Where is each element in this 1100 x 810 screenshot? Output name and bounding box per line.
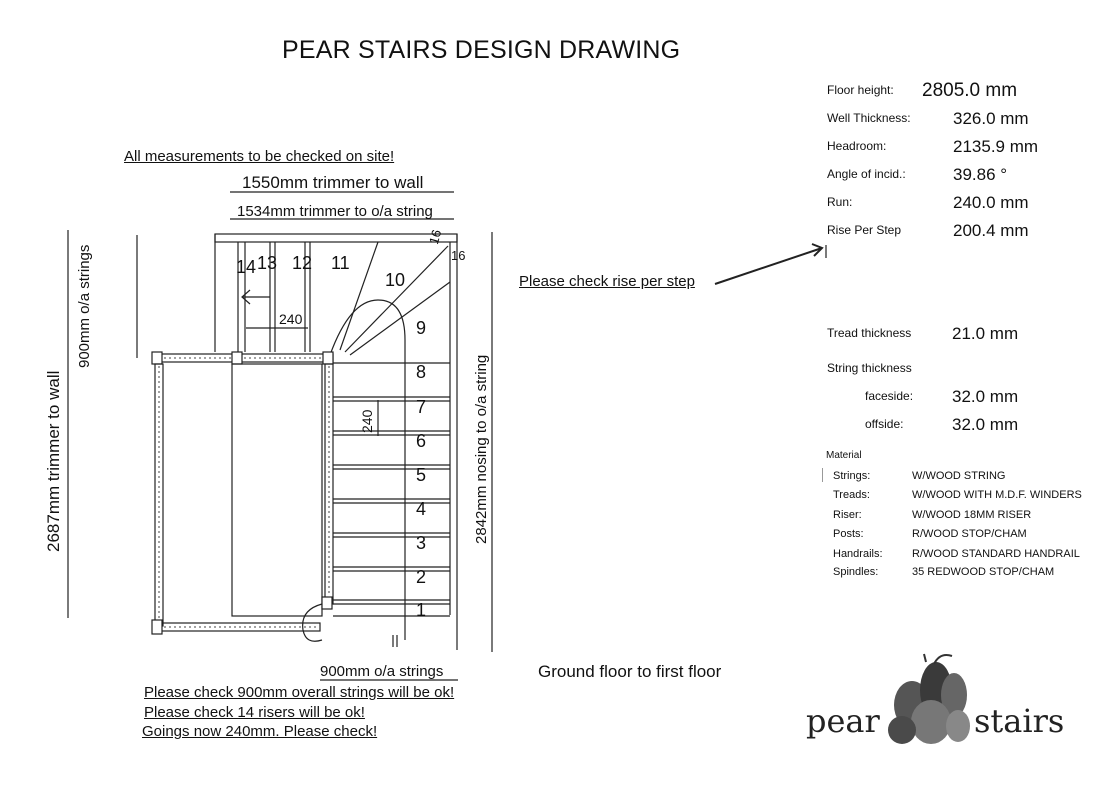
spec-label: Rise Per Step (827, 223, 902, 237)
note-check-rise: Please check rise per step (519, 273, 695, 290)
dim-left-strings: 900mm o/a strings (76, 244, 93, 368)
spec-value: 39.86 ° (953, 165, 1008, 184)
material-label: Posts: (833, 528, 864, 540)
material-label: Spindles: (833, 566, 879, 578)
note-check-risers: Please check 14 risers will be ok! (144, 704, 365, 721)
dim-going-lower: 240 (359, 409, 375, 433)
material-value: R/WOOD STANDARD HANDRAIL (912, 548, 1080, 560)
spec-label: Angle of incid.: (827, 167, 906, 181)
note-goings: Goings now 240mm. Please check! (142, 723, 378, 740)
material-value: W/WOOD STRING (912, 470, 1006, 482)
page-title: PEAR STAIRS DESIGN DRAWING (282, 36, 681, 64)
step-number: 1 (416, 600, 427, 620)
dim-trimmer-to-string: 1534mm trimmer to o/a string (237, 203, 433, 220)
string-thickness-label: String thickness (827, 361, 912, 375)
step-number: 8 (416, 362, 427, 382)
step-number: 6 (416, 431, 427, 451)
top-handrail (215, 234, 457, 242)
material-divider (822, 468, 823, 482)
offside-value: 32.0 mm (952, 415, 1019, 434)
spec-label: Run: (827, 195, 853, 209)
logo-text-left: pear (806, 702, 880, 740)
step-number: 13 (257, 253, 278, 273)
material-value: 35 REDWOOD STOP/CHAM (912, 566, 1055, 578)
material-label: Handrails: (833, 548, 883, 560)
offside-label: offside: (865, 417, 904, 431)
material-heading: Material (826, 450, 862, 461)
dim-edge-16-side: 16 (451, 248, 466, 263)
spec-value: 326.0 mm (953, 109, 1029, 128)
spec-label: Well Thickness: (827, 111, 911, 125)
tread-thickness-label: Tread thickness (827, 326, 912, 340)
dim-bottom-strings: 900mm o/a strings (320, 663, 444, 680)
step-number: 10 (385, 270, 406, 290)
spec-label: Headroom: (827, 139, 887, 153)
spec-value: 200.4 mm (953, 221, 1029, 240)
spec-value: 2135.9 mm (953, 137, 1039, 156)
spec-value: 2805.0 mm (922, 80, 1018, 101)
step-number: 4 (416, 499, 427, 519)
spec-value: 240.0 mm (953, 193, 1029, 212)
faceside-label: faceside: (865, 389, 914, 403)
step-number: 9 (416, 318, 427, 338)
dim-edge-16-top: 16 (426, 228, 445, 246)
step-number: 12 (292, 253, 313, 273)
material-value: W/WOOD WITH M.D.F. WINDERS (912, 489, 1082, 501)
step-number: 2 (416, 567, 427, 587)
material-value: W/WOOD 18MM RISER (912, 509, 1032, 521)
material-label: Treads: (833, 489, 870, 501)
material-value: R/WOOD STOP/CHAM (912, 528, 1027, 540)
faceside-value: 32.0 mm (952, 387, 1019, 406)
logo-text-right: stairs (974, 702, 1065, 740)
step-number: 7 (416, 397, 427, 417)
caption: Ground floor to first floor (538, 662, 722, 681)
step-number: 3 (416, 533, 427, 553)
step-number: 5 (416, 465, 427, 485)
spec-label: Floor height: (827, 83, 894, 97)
pear-stairs-logo (806, 650, 1065, 750)
dim-trimmer-to-wall-left: 2687mm trimmer to wall (44, 370, 63, 552)
dim-nosing-to-string: 2842mm nosing to o/a string (473, 354, 490, 544)
note-check-site: All measurements to be checked on site! (124, 148, 395, 165)
material-label: Riser: (833, 509, 862, 521)
step-number: 11 (331, 253, 350, 273)
dim-trimmer-to-wall-top: 1550mm trimmer to wall (242, 173, 424, 192)
tread-thickness-value: 21.0 mm (952, 324, 1019, 343)
note-check-strings: Please check 900mm overall strings will be ok! (144, 684, 455, 701)
step-number: 14 (236, 257, 257, 277)
material-label: Strings: (833, 470, 871, 482)
void-box (232, 364, 322, 616)
dim-going-upper: 240 (279, 311, 303, 327)
